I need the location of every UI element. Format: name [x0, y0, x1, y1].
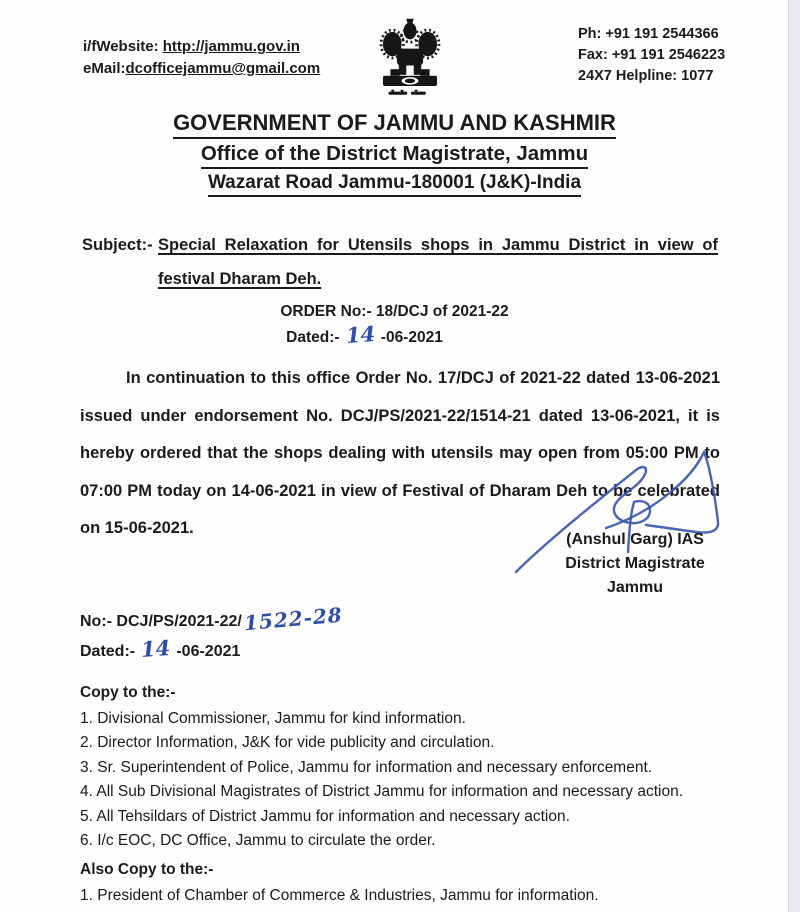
subject-section: [82, 233, 718, 291]
order-dated-suffix: -06-2021: [380, 329, 443, 346]
email-line: [83, 58, 320, 80]
fax-line: Fax: +91 191 2546223: [578, 47, 726, 63]
subject-label: Subject:-: [82, 236, 153, 254]
signatory-title: District Magistrate: [565, 555, 705, 572]
helpline-line: 24X7 Helpline: 1077: [578, 68, 714, 84]
website-label: i/fWebsite:: [83, 38, 163, 55]
contact-block-right: [578, 24, 725, 87]
subject-line-2: festival Dharam Deh.: [158, 270, 322, 288]
order-dated-day-handwritten: 14: [344, 321, 376, 348]
reference-no-handwritten: 1522-28: [242, 602, 344, 636]
copy-to-item: 5. All Tehsildars of District Jammu for information and necessary action.: [80, 807, 570, 825]
address-line: Wazarat Road Jammu-180001 (J&K)-India: [0, 172, 789, 200]
letterhead: [0, 110, 789, 200]
contact-block-left: [83, 36, 320, 80]
order-number-line: ORDER No:- 18/DCJ of 2021-22: [280, 303, 509, 320]
office-title: Office of the District Magistrate, Jammu: [0, 142, 789, 172]
copy-to-item: 4. All Sub Divisional Magistrates of District Jammu for information and necessary action.: [80, 783, 684, 800]
endorsement-reference: [80, 602, 344, 665]
reference-no-prefix: No:- DCJ/PS/2021-22/: [80, 613, 242, 630]
also-copy-to-section: [80, 857, 599, 908]
reference-no-line: [80, 602, 344, 636]
also-copy-to-heading: Also Copy to the:-: [80, 861, 214, 878]
subject-text: [158, 233, 718, 291]
signatory-name: (Anshul Garg) IAS: [566, 531, 704, 548]
website-line: [83, 36, 320, 58]
phone-line: Ph: +91 191 2544366: [578, 26, 719, 42]
copy-to-section: [80, 681, 683, 854]
india-emblem-icon: [368, 12, 452, 104]
reference-dated-suffix: -06-2021: [176, 643, 241, 660]
order-dated-prefix: Dated:-: [286, 329, 340, 346]
reference-dated-prefix: Dated:-: [80, 643, 136, 660]
scan-page-edge: [788, 0, 800, 912]
copy-to-heading: Copy to the:-: [80, 684, 176, 701]
copy-to-item: 6. I/c EOC, DC Office, Jammu to circulate the order.: [80, 832, 436, 849]
reference-dated-line: [80, 635, 343, 665]
website-url: http://jammu.gov.in: [162, 38, 300, 55]
signatory-place: Jammu: [606, 579, 664, 596]
email-address: dcofficejammu@gmail.com: [125, 60, 321, 77]
copy-to-item: 2. Director Information, J&K for vide publicity and circulation.: [80, 734, 495, 751]
also-copy-to-item: 1. President of Chamber of Commerce & Industries, Jammu for information.: [80, 887, 599, 904]
copy-to-item: 1. Divisional Commissioner, Jammu for kind information.: [80, 709, 466, 727]
order-number-section: [0, 300, 789, 349]
order-body-paragraph: In continuation to this office Order No. 17/DCJ of 2021-22 dated 13-06-2021 issued under endorsement No. DCJ/PS/2021-22/1514-21 dated 13-06-2021, it is hereby ordered that the shops dealing with utensils may open from 05:00 PM to 07:00 PM today on 14-06-2021 in view of Festival of Dharam Deh to be celebrated on 15-06-2021.: [80, 369, 720, 537]
govt-title: GOVERNMENT OF JAMMU AND KASHMIR: [0, 110, 789, 142]
copy-to-item: 3. Sr. Superintendent of Police, Jammu for information and necessary enforcement.: [80, 758, 653, 776]
email-label: eMail:: [83, 60, 126, 77]
signatory-block: [540, 528, 730, 600]
reference-dated-day-handwritten: 14: [140, 635, 172, 662]
subject-line-1: Special Relaxation for Utensils shops in Jammu District in view of: [158, 236, 718, 254]
order-dated-line: [0, 323, 759, 349]
